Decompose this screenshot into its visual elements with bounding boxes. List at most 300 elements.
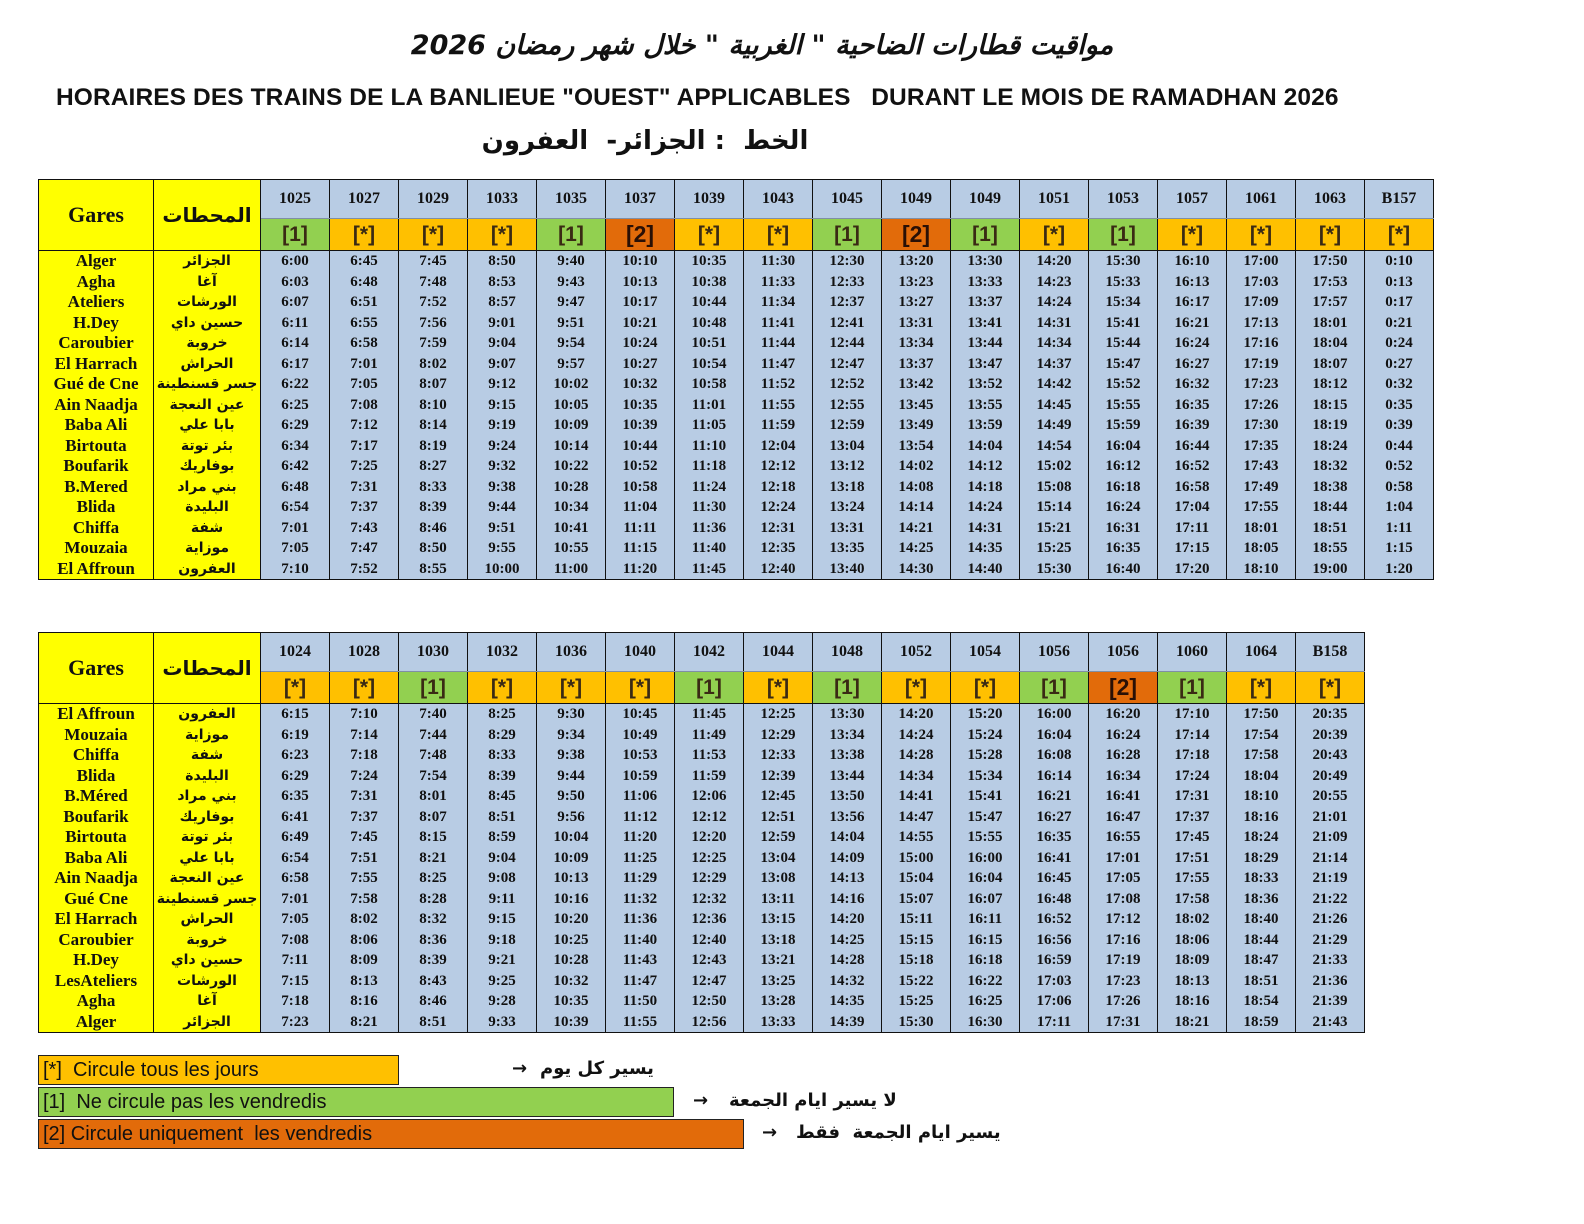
- departure-time: 13:08: [744, 868, 813, 889]
- departure-time: 6:11: [261, 313, 330, 334]
- departure-time: 13:35: [813, 538, 882, 559]
- departure-time: 6:54: [261, 848, 330, 869]
- departure-time: 8:43: [399, 971, 468, 992]
- departure-time: 16:00: [951, 848, 1020, 869]
- station-name-fr: El Harrach: [39, 909, 154, 930]
- station-name-ar: بابا علي: [154, 415, 261, 436]
- departure-time: 8:07: [399, 807, 468, 828]
- departure-time: 18:06: [1158, 930, 1227, 951]
- departure-time: 10:59: [606, 766, 675, 787]
- table-row: [39, 704, 1365, 725]
- departure-time: 12:55: [813, 395, 882, 416]
- departure-time: 16:15: [951, 930, 1020, 951]
- departure-time: 7:55: [330, 868, 399, 889]
- departure-time: 10:13: [537, 868, 606, 889]
- departure-time: 14:34: [1020, 333, 1089, 354]
- table-row: [39, 930, 1365, 951]
- departure-time: 7:10: [261, 559, 330, 580]
- service-code-badge: [*]: [1158, 219, 1227, 251]
- departure-time: 13:55: [951, 395, 1020, 416]
- departure-time: 8:51: [399, 1012, 468, 1033]
- departure-time: 14:09: [813, 848, 882, 869]
- departure-time: 12:37: [813, 292, 882, 313]
- departure-time: 8:32: [399, 909, 468, 930]
- departure-time: 17:19: [1089, 950, 1158, 971]
- departure-time: 14:16: [813, 889, 882, 910]
- departure-time: 12:25: [675, 848, 744, 869]
- departure-time: 18:13: [1158, 971, 1227, 992]
- departure-time: 6:58: [261, 868, 330, 889]
- departure-time: 11:36: [675, 518, 744, 539]
- train-number: 1060: [1158, 633, 1227, 672]
- departure-time: 16:24: [1158, 333, 1227, 354]
- departure-time: 9:56: [537, 807, 606, 828]
- departure-time: 11:20: [606, 827, 675, 848]
- station-name-fr: Boufarik: [39, 807, 154, 828]
- departure-time: 17:37: [1158, 807, 1227, 828]
- departure-time: 16:22: [951, 971, 1020, 992]
- table-row: [39, 1012, 1365, 1033]
- station-name-fr: H.Dey: [39, 313, 154, 334]
- departure-time: 12:12: [675, 807, 744, 828]
- departure-time: 11:59: [675, 766, 744, 787]
- departure-time: 16:32: [1158, 374, 1227, 395]
- departure-time: 10:44: [675, 292, 744, 313]
- departure-time: 0:44: [1365, 436, 1434, 457]
- departure-time: 7:56: [399, 313, 468, 334]
- departure-time: 7:51: [330, 848, 399, 869]
- departure-time: 10:32: [606, 374, 675, 395]
- departure-time: 13:04: [744, 848, 813, 869]
- table-row: [39, 354, 1434, 375]
- departure-time: 15:24: [951, 725, 1020, 746]
- service-code-badge: [*]: [468, 219, 537, 251]
- departure-time: 17:50: [1227, 704, 1296, 725]
- departure-time: 13:23: [882, 272, 951, 293]
- departure-time: 10:28: [537, 950, 606, 971]
- title-french: HORAIRES DES TRAINS DE LA BANLIEUE "OUEST" APPLICABLES DURANT LE MOIS DE RAMADHAN 2026: [56, 84, 1339, 111]
- departure-time: 9:32: [468, 456, 537, 477]
- departure-time: 14:34: [882, 766, 951, 787]
- station-name-fr: B.Mered: [39, 477, 154, 498]
- departure-time: 20:49: [1296, 766, 1365, 787]
- departure-time: 16:27: [1020, 807, 1089, 828]
- departure-time: 12:56: [675, 1012, 744, 1033]
- departure-time: 8:09: [330, 950, 399, 971]
- service-code-badge: [*]: [882, 672, 951, 704]
- departure-time: 6:25: [261, 395, 330, 416]
- departure-time: 18:04: [1227, 766, 1296, 787]
- departure-time: 9:25: [468, 971, 537, 992]
- departure-time: 16:24: [1089, 725, 1158, 746]
- departure-time: 10:55: [537, 538, 606, 559]
- station-name-ar: خروبة: [154, 930, 261, 951]
- departure-time: 15:14: [1020, 497, 1089, 518]
- departure-time: 9:24: [468, 436, 537, 457]
- departure-time: 14:55: [882, 827, 951, 848]
- departure-time: 10:54: [675, 354, 744, 375]
- departure-time: 10:48: [675, 313, 744, 334]
- departure-time: 7:05: [330, 374, 399, 395]
- departure-time: 14:45: [1020, 395, 1089, 416]
- departure-time: 18:59: [1227, 1012, 1296, 1033]
- departure-time: 13:42: [882, 374, 951, 395]
- departure-time: 12:45: [744, 786, 813, 807]
- departure-time: 17:01: [1089, 848, 1158, 869]
- departure-time: 8:39: [399, 950, 468, 971]
- departure-time: 6:22: [261, 374, 330, 395]
- departure-time: 17:49: [1227, 477, 1296, 498]
- departure-time: 10:21: [606, 313, 675, 334]
- column-header-stations-ar: المحطات: [154, 633, 261, 704]
- station-name-fr: Agha: [39, 272, 154, 293]
- legend-friday-only: [2] Circule uniquement les vendredis: [38, 1119, 744, 1149]
- station-name-fr: Alger: [39, 1012, 154, 1033]
- departure-time: 13:44: [813, 766, 882, 787]
- station-name-ar: آغا: [154, 991, 261, 1012]
- departure-time: 16:39: [1158, 415, 1227, 436]
- station-name-fr: Alger: [39, 251, 154, 272]
- departure-time: 6:15: [261, 704, 330, 725]
- departure-time: 6:29: [261, 766, 330, 787]
- departure-time: 7:45: [330, 827, 399, 848]
- departure-time: 0:13: [1365, 272, 1434, 293]
- departure-time: 10:35: [675, 251, 744, 272]
- departure-time: 21:22: [1296, 889, 1365, 910]
- departure-time: 18:21: [1158, 1012, 1227, 1033]
- departure-time: 15:47: [1089, 354, 1158, 375]
- departure-time: 17:12: [1089, 909, 1158, 930]
- departure-time: 16:41: [1089, 786, 1158, 807]
- departure-time: 13:34: [882, 333, 951, 354]
- departure-time: 15:55: [951, 827, 1020, 848]
- departure-time: 15:30: [882, 1012, 951, 1033]
- departure-time: 10:04: [537, 827, 606, 848]
- departure-time: 6:48: [261, 477, 330, 498]
- departure-time: 7:52: [399, 292, 468, 313]
- table-row: [39, 313, 1434, 334]
- departure-time: 16:08: [1020, 745, 1089, 766]
- departure-time: 8:21: [330, 1012, 399, 1033]
- departure-time: 7:24: [330, 766, 399, 787]
- departure-time: 11:20: [606, 559, 675, 580]
- departure-time: 13:41: [951, 313, 1020, 334]
- departure-time: 20:35: [1296, 704, 1365, 725]
- train-number: 1051: [1020, 180, 1089, 219]
- departure-time: 14:30: [882, 559, 951, 580]
- train-number: 1044: [744, 633, 813, 672]
- departure-time: 14:21: [882, 518, 951, 539]
- station-name-fr: Caroubier: [39, 930, 154, 951]
- table-row: [39, 497, 1434, 518]
- departure-time: 8:10: [399, 395, 468, 416]
- departure-time: 6:17: [261, 354, 330, 375]
- departure-time: 12:04: [744, 436, 813, 457]
- departure-time: 17:05: [1089, 868, 1158, 889]
- station-name-ar: بئر توتة: [154, 827, 261, 848]
- departure-time: 10:58: [606, 477, 675, 498]
- train-number: 1037: [606, 180, 675, 219]
- departure-time: 10:02: [537, 374, 606, 395]
- departure-time: 16:20: [1089, 704, 1158, 725]
- departure-time: 8:15: [399, 827, 468, 848]
- departure-time: 14:14: [882, 497, 951, 518]
- departure-time: 17:58: [1227, 745, 1296, 766]
- departure-time: 11:55: [606, 1012, 675, 1033]
- departure-time: 8:25: [468, 704, 537, 725]
- departure-time: 9:11: [468, 889, 537, 910]
- departure-time: 18:47: [1227, 950, 1296, 971]
- departure-time: 12:25: [744, 704, 813, 725]
- departure-time: 12:47: [813, 354, 882, 375]
- departure-time: 18:54: [1227, 991, 1296, 1012]
- table-row: [39, 745, 1365, 766]
- departure-time: 16:55: [1089, 827, 1158, 848]
- service-code-badge: [1]: [261, 219, 330, 251]
- departure-time: 6:42: [261, 456, 330, 477]
- departure-time: 17:20: [1158, 559, 1227, 580]
- table-row: [39, 333, 1434, 354]
- departure-time: 6:19: [261, 725, 330, 746]
- departure-time: 9:40: [537, 251, 606, 272]
- departure-time: 11:06: [606, 786, 675, 807]
- train-number: 1024: [261, 633, 330, 672]
- departure-time: 18:02: [1158, 909, 1227, 930]
- departure-time: 14:08: [882, 477, 951, 498]
- service-code-badge: [1]: [675, 672, 744, 704]
- legend-daily-arabic: يسير كل يوم: [540, 1058, 654, 1079]
- departure-time: 14:04: [813, 827, 882, 848]
- service-code-badge: [1]: [951, 219, 1020, 251]
- departure-time: 17:51: [1158, 848, 1227, 869]
- departure-time: 17:10: [1158, 704, 1227, 725]
- departure-time: 10:16: [537, 889, 606, 910]
- departure-time: 7:14: [330, 725, 399, 746]
- train-number: 1052: [882, 633, 951, 672]
- departure-time: 17:08: [1089, 889, 1158, 910]
- departure-time: 16:40: [1089, 559, 1158, 580]
- station-name-fr: Ain Naadja: [39, 395, 154, 416]
- departure-time: 11:15: [606, 538, 675, 559]
- departure-time: 10:34: [537, 497, 606, 518]
- departure-time: 9:34: [537, 725, 606, 746]
- station-name-fr: El Harrach: [39, 354, 154, 375]
- departure-time: 14:20: [813, 909, 882, 930]
- departure-time: 11:34: [744, 292, 813, 313]
- departure-time: 1:20: [1365, 559, 1434, 580]
- departure-time: 14:12: [951, 456, 1020, 477]
- station-name-fr: Baba Ali: [39, 848, 154, 869]
- departure-time: 21:39: [1296, 991, 1365, 1012]
- departure-time: 13:31: [813, 518, 882, 539]
- departure-time: 7:23: [261, 1012, 330, 1033]
- departure-time: 16:14: [1020, 766, 1089, 787]
- table-row: [39, 559, 1434, 580]
- departure-time: 15:47: [951, 807, 1020, 828]
- departure-time: 18:09: [1158, 950, 1227, 971]
- station-name-fr: El Affroun: [39, 704, 154, 725]
- train-number: 1035: [537, 180, 606, 219]
- departure-time: 14:39: [813, 1012, 882, 1033]
- departure-time: 10:10: [606, 251, 675, 272]
- table-row: [39, 889, 1365, 910]
- departure-time: 8:51: [468, 807, 537, 828]
- departure-time: 13:52: [951, 374, 1020, 395]
- departure-time: 12:40: [675, 930, 744, 951]
- departure-time: 9:51: [468, 518, 537, 539]
- station-name-fr: B.Méred: [39, 786, 154, 807]
- train-number: 1061: [1227, 180, 1296, 219]
- departure-time: 17:03: [1227, 272, 1296, 293]
- departure-time: 11:47: [606, 971, 675, 992]
- departure-time: 17:58: [1158, 889, 1227, 910]
- departure-time: 15:30: [1020, 559, 1089, 580]
- departure-time: 10:58: [675, 374, 744, 395]
- departure-time: 13:33: [951, 272, 1020, 293]
- departure-time: 18:12: [1296, 374, 1365, 395]
- departure-time: 11:33: [744, 272, 813, 293]
- departure-time: 14:24: [951, 497, 1020, 518]
- departure-time: 6:29: [261, 415, 330, 436]
- departure-time: 16:21: [1158, 313, 1227, 334]
- departure-time: 7:17: [330, 436, 399, 457]
- departure-time: 15:34: [1089, 292, 1158, 313]
- departure-time: 7:01: [261, 889, 330, 910]
- departure-time: 13:21: [744, 950, 813, 971]
- departure-time: 10:44: [606, 436, 675, 457]
- departure-time: 7:12: [330, 415, 399, 436]
- station-name-ar: عين النعجة: [154, 395, 261, 416]
- departure-time: 9:43: [537, 272, 606, 293]
- departure-time: 14:25: [813, 930, 882, 951]
- table-row: [39, 518, 1434, 539]
- departure-time: 7:45: [399, 251, 468, 272]
- departure-time: 11:43: [606, 950, 675, 971]
- departure-time: 8:46: [399, 518, 468, 539]
- departure-time: 0:52: [1365, 456, 1434, 477]
- departure-time: 16:13: [1158, 272, 1227, 293]
- departure-time: 8:33: [399, 477, 468, 498]
- departure-time: 18:15: [1296, 395, 1365, 416]
- departure-time: 15:25: [1020, 538, 1089, 559]
- departure-time: 16:52: [1158, 456, 1227, 477]
- table-row: [39, 950, 1365, 971]
- table-row: [39, 848, 1365, 869]
- departure-time: 11:04: [606, 497, 675, 518]
- departure-time: 17:45: [1158, 827, 1227, 848]
- departure-time: 11:10: [675, 436, 744, 457]
- table-row: [39, 456, 1434, 477]
- departure-time: 7:31: [330, 786, 399, 807]
- station-name-fr: Chiffa: [39, 745, 154, 766]
- departure-time: 10:51: [675, 333, 744, 354]
- departure-time: 7:31: [330, 477, 399, 498]
- departure-time: 11:30: [675, 497, 744, 518]
- departure-time: 11:25: [606, 848, 675, 869]
- service-code-badge: [1]: [399, 672, 468, 704]
- train-number: 1025: [261, 180, 330, 219]
- departure-time: 13:50: [813, 786, 882, 807]
- station-name-fr: LesAteliers: [39, 971, 154, 992]
- departure-time: 10:35: [606, 395, 675, 416]
- departure-time: 13:54: [882, 436, 951, 457]
- departure-time: 16:00: [1020, 704, 1089, 725]
- departure-time: 17:04: [1158, 497, 1227, 518]
- departure-time: 17:50: [1296, 251, 1365, 272]
- departure-time: 0:58: [1365, 477, 1434, 498]
- departure-time: 16:18: [951, 950, 1020, 971]
- train-number: 1064: [1227, 633, 1296, 672]
- departure-time: 13:04: [813, 436, 882, 457]
- departure-time: 15:04: [882, 868, 951, 889]
- departure-time: 10:45: [606, 704, 675, 725]
- departure-time: 18:44: [1296, 497, 1365, 518]
- departure-time: 6:03: [261, 272, 330, 293]
- departure-time: 17:06: [1020, 991, 1089, 1012]
- table-row: [39, 374, 1434, 395]
- departure-time: 16:12: [1089, 456, 1158, 477]
- departure-time: 10:20: [537, 909, 606, 930]
- departure-time: 15:08: [1020, 477, 1089, 498]
- train-number: 1063: [1296, 180, 1365, 219]
- train-number: 1027: [330, 180, 399, 219]
- service-code-badge: [2]: [1089, 672, 1158, 704]
- service-code-badge: [1]: [1089, 219, 1158, 251]
- table-row: [39, 395, 1434, 416]
- departure-time: 13:25: [744, 971, 813, 992]
- departure-time: 11:44: [744, 333, 813, 354]
- station-name-fr: Agha: [39, 991, 154, 1012]
- departure-time: 8:46: [399, 991, 468, 1012]
- departure-time: 19:00: [1296, 559, 1365, 580]
- departure-time: 13:24: [813, 497, 882, 518]
- departure-time: 9:15: [468, 395, 537, 416]
- station-name-ar: الحراش: [154, 354, 261, 375]
- departure-time: 13:56: [813, 807, 882, 828]
- departure-time: 0:17: [1365, 292, 1434, 313]
- departure-time: 11:30: [744, 251, 813, 272]
- departure-time: 13:44: [951, 333, 1020, 354]
- departure-time: 6:45: [330, 251, 399, 272]
- station-name-fr: Mouzaia: [39, 538, 154, 559]
- departure-time: 6:49: [261, 827, 330, 848]
- departure-time: 17:03: [1020, 971, 1089, 992]
- station-name-ar: حسين داي: [154, 950, 261, 971]
- departure-time: 11:32: [606, 889, 675, 910]
- departure-time: 14:13: [813, 868, 882, 889]
- departure-time: 7:37: [330, 497, 399, 518]
- departure-time: 18:32: [1296, 456, 1365, 477]
- arrow-icon: →: [512, 1058, 528, 1079]
- departure-time: 15:30: [1089, 251, 1158, 272]
- departure-time: 7:43: [330, 518, 399, 539]
- station-name-fr: Caroubier: [39, 333, 154, 354]
- departure-time: 11:40: [675, 538, 744, 559]
- departure-time: 17:53: [1296, 272, 1365, 293]
- departure-time: 13:18: [813, 477, 882, 498]
- departure-time: 7:01: [330, 354, 399, 375]
- service-code-badge: [*]: [1020, 219, 1089, 251]
- departure-time: 0:27: [1365, 354, 1434, 375]
- departure-time: 8:39: [399, 497, 468, 518]
- departure-time: 15:20: [951, 704, 1020, 725]
- departure-time: 20:43: [1296, 745, 1365, 766]
- departure-time: 12:59: [813, 415, 882, 436]
- departure-time: 16:10: [1158, 251, 1227, 272]
- station-name-ar: شفة: [154, 745, 261, 766]
- departure-time: 13:31: [882, 313, 951, 334]
- departure-time: 18:19: [1296, 415, 1365, 436]
